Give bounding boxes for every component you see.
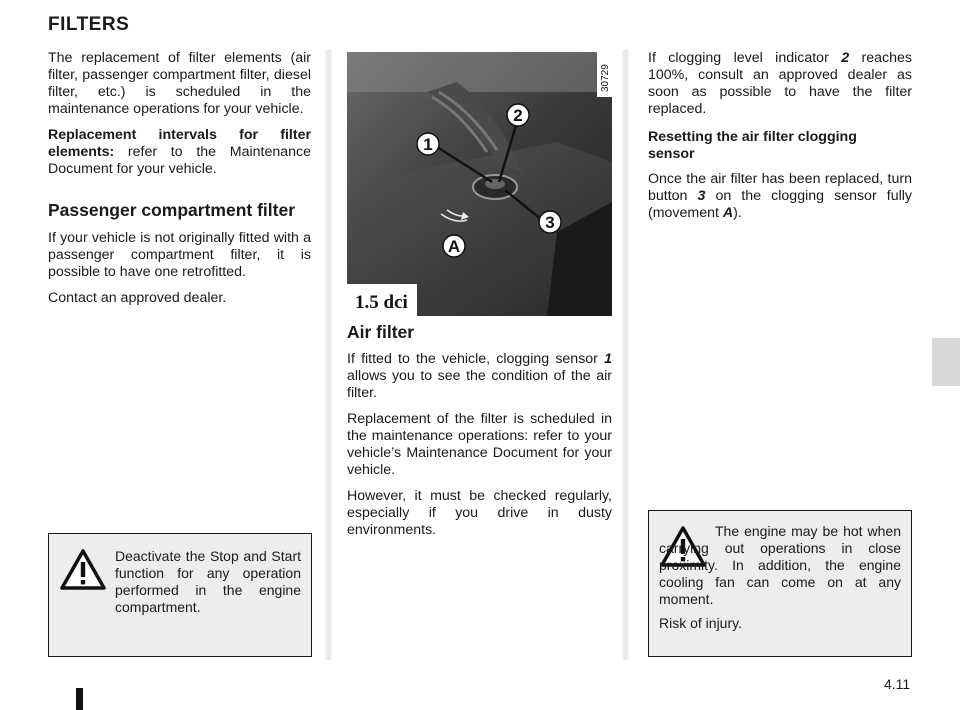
air-p1-text: If fitted to the vehicle, clogging sensor: [347, 351, 605, 367]
passenger-filter-paragraph: If your vehicle is not originally fitted with a passenger compartment filter, it is possible to have one retrofitted.: [48, 230, 311, 280]
engine-label: 1.5 dci: [355, 292, 408, 313]
middle-column: [347, 322, 612, 539]
button-ref-3: 3: [697, 188, 706, 204]
p1-text: If clogging level indicator: [648, 50, 842, 66]
right-column: [648, 50, 912, 222]
intervals-label: Replacement intervals for filter elements:: [48, 127, 311, 160]
left-column: [48, 50, 311, 307]
air-p1-text-end: allows you to see the condition of the air filter.: [347, 368, 612, 401]
clogging-indicator-paragraph: [648, 50, 912, 118]
air-filter-paragraph-3: However, it must be checked regularly, especially if you drive in dusty environments.: [347, 488, 612, 538]
stop-start-warning-box: [48, 533, 312, 657]
callout-3: 3: [545, 213, 555, 232]
stop-start-warning-text: Deactivate the Stop and Start function for any operation performed in the engine compartment.: [115, 548, 301, 615]
risk-of-injury-text: Risk of injury.: [659, 615, 742, 631]
contact-paragraph: Contact an approved dealer.: [48, 290, 227, 306]
air-filter-heading: Air filter: [347, 322, 415, 342]
intro-paragraph: The replacement of filter elements (air filter, passenger compartment filter, diesel filter, etc.) is scheduled in the maintenance operations for your vehicle.: [48, 50, 311, 117]
callout-2: 2: [513, 106, 523, 125]
intervals-paragraph: [48, 127, 311, 178]
p2-text-end: ).: [733, 205, 742, 221]
engine-hot-warning-box: [648, 510, 912, 657]
engine-hot-warning-text: The engine may be hot when carrying out operations in close proximity. In addition, the engine cooling fan can come on at any moment.: [659, 523, 901, 607]
p2-text-mid: on the clogging sensor fully (movement: [648, 188, 912, 221]
callout-a: A: [447, 237, 461, 256]
engine-photo: [347, 52, 612, 316]
photo-reference: 30729: [600, 64, 611, 92]
page-number: 4.11: [884, 676, 911, 692]
p2-text: Once the air filter has been replaced, turn button: [648, 171, 912, 204]
air-filter-paragraph-1: [347, 351, 612, 402]
sensor-ref-1: 1: [604, 351, 612, 367]
passenger-filter-heading: Passenger compartment filter: [48, 200, 296, 220]
indicator-ref-2: 2: [841, 50, 850, 66]
page-title: FILTERS: [48, 14, 130, 35]
column-separator: [622, 50, 629, 660]
movement-ref-a: A: [722, 205, 734, 221]
reset-paragraph: [648, 171, 912, 222]
column-separator: [325, 50, 332, 660]
reset-heading: Resetting the air filter clogging sensor: [648, 129, 857, 162]
warning-triangle-icon: [59, 548, 107, 592]
air-filter-paragraph-2: Replacement of the filter is scheduled in the maintenance operations: refer to your vehicle’s Maintenance Document for your vehicle.: [347, 411, 612, 478]
section-tab: [932, 338, 960, 386]
callout-1: 1: [423, 135, 433, 154]
footer-bar: [76, 688, 83, 710]
intervals-text: refer to the Maintenance Document for your vehicle.: [48, 144, 311, 177]
p1-text-end: reaches 100%, consult an approved dealer as soon as possible to have the filter replaced.: [648, 50, 912, 117]
